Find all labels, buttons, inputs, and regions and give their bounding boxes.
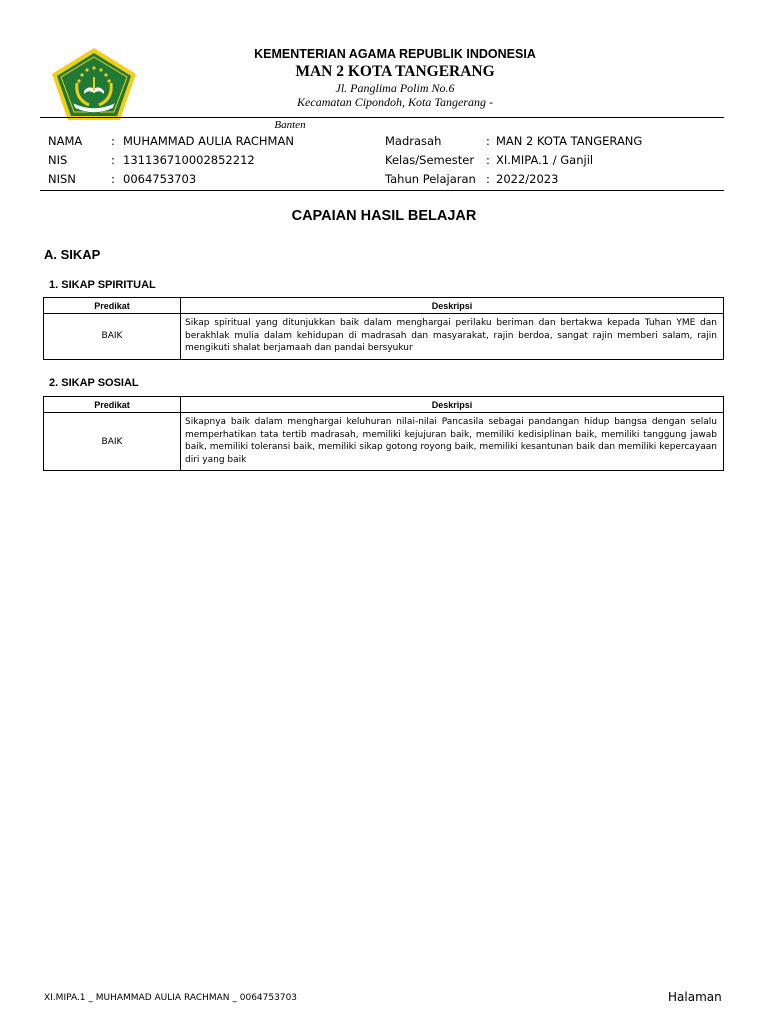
info-value-nama: MUHAMMAD AULIA RACHMAN [123,134,294,148]
info-colon: : [486,134,490,148]
table-row [44,413,724,471]
info-value-kelas: XI.MIPA.1 / Ganjil [496,153,594,167]
info-value-nis: 131136710002852212 [123,153,255,167]
info-colon: : [486,172,490,186]
column-header-predikat: Predikat [44,298,181,314]
school-name: MAN 2 KOTA TANGERANG [295,63,495,80]
address-line-2: Kecamatan Cipondoh, Kota Tangerang - [297,95,493,109]
info-value-tahun: 2022/2023 [496,172,559,186]
address-line-1: Jl. Panglima Polim No.6 [335,81,455,95]
info-label-nis: NIS [48,153,68,167]
predikat-value: BAIK [44,413,181,471]
predikat-value: BAIK [44,314,181,360]
spiritual-table [43,297,724,360]
info-colon: : [486,153,490,167]
sosial-table [43,396,724,471]
deskripsi-value: Sikap spiritual yang ditunjukkan baik dalam menghargai perilaku beriman dan bertakwa kepada Tuhan YME dan berakhlak mulia dalam kehidupan di madrasah dan masyarakat, rajin berdoa, sangat rajin memberi salam, rajin mengikuti shalat berjamaah dan pandai bersyukur [181,314,724,360]
page-label: Halaman [668,990,722,1004]
info-label-nisn: NISN [48,172,76,186]
info-divider [40,190,724,191]
column-header-deskripsi: Deskripsi [181,298,724,314]
deskripsi-value: Sikapnya baik dalam menghargai keluhuran nilai-nilai Pancasila sebagai pandangan hidup bangsa dengan selalu memperhatikan tata tertib madrasah, memiliki kejujuran baik, memiliki kedisiplinan baik, memiliki tanggung jawab baik, memiliki toleransi baik, memiliki sikap gotong royong baik, memiliki kesantunan baik dan memiliki kepercayaan diri yang baik [181,413,724,471]
ministry-name: KEMENTERIAN AGAMA REPUBLIK INDONESIA [254,47,536,61]
info-value-madrasah: MAN 2 KOTA TANGERANG [496,134,643,148]
kemenag-logo-icon [51,47,137,121]
info-colon: : [111,153,115,167]
info-value-nisn: 0064753703 [123,172,197,186]
info-label-kelas: Kelas/Semester [385,153,475,167]
footer-student-id: XI.MIPA.1 _ MUHAMMAD AULIA RACHMAN _ 0064753703 [44,993,298,1003]
subsection-heading-sosial: 2. SIKAP SOSIAL [49,377,139,389]
info-label-madrasah: Madrasah [385,134,442,148]
address-line-3: Banten [274,119,306,131]
section-heading-sikap: A. SIKAP [44,247,101,262]
subsection-heading-spiritual: 1. SIKAP SPIRITUAL [49,279,156,291]
info-colon: : [111,134,115,148]
info-label-tahun: Tahun Pelajaran [385,172,476,186]
table-row [44,314,724,360]
header-divider [40,117,724,118]
column-header-predikat: Predikat [44,397,181,413]
page-title: CAPAIAN HASIL BELAJAR [291,208,477,224]
info-colon: : [111,172,115,186]
info-label-nama: NAMA [48,134,83,148]
column-header-deskripsi: Deskripsi [181,397,724,413]
